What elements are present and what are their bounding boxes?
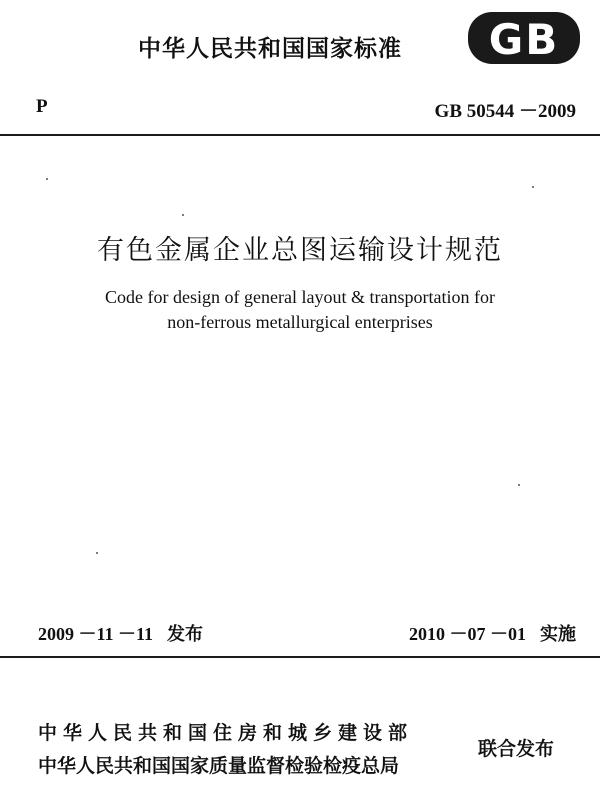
bottom-divider bbox=[0, 656, 600, 658]
category-code: P bbox=[36, 96, 48, 117]
document-title-english bbox=[0, 285, 600, 335]
standard-authority-title: 中华人民共和国国家标准 bbox=[138, 36, 402, 62]
english-title-line-2: non-ferrous metallurgical enterprises bbox=[167, 312, 433, 332]
scan-speck bbox=[182, 214, 184, 216]
scan-speck bbox=[518, 484, 520, 486]
implement-date-block bbox=[409, 620, 576, 646]
joint-issue-label: 联合发布 bbox=[478, 738, 555, 760]
svg-text:GB: GB bbox=[488, 15, 560, 64]
publish-date-block bbox=[38, 620, 203, 646]
publish-label: 发布 bbox=[167, 624, 204, 645]
gb-logo bbox=[464, 8, 584, 68]
publish-date: 2009 －11 －11 bbox=[38, 624, 154, 644]
issuer-ministry: 中华人民共和国住房和城乡建设部 bbox=[38, 722, 414, 744]
implement-date: 2010 －07 －01 bbox=[409, 624, 526, 644]
scan-speck bbox=[46, 178, 48, 180]
standard-number: GB 50544 －2009 bbox=[434, 101, 576, 122]
issuer-aqsiq: 中华人民共和国国家质量监督检验检疫总局 bbox=[38, 755, 400, 777]
implement-label: 实施 bbox=[540, 624, 576, 645]
document-title-chinese: 有色金属企业总图运输设计规范 bbox=[97, 235, 503, 266]
scan-speck bbox=[96, 552, 98, 554]
scan-speck bbox=[532, 186, 534, 188]
english-title-line-1: Code for design of general layout & transportation for bbox=[105, 287, 495, 307]
top-divider bbox=[0, 134, 600, 136]
